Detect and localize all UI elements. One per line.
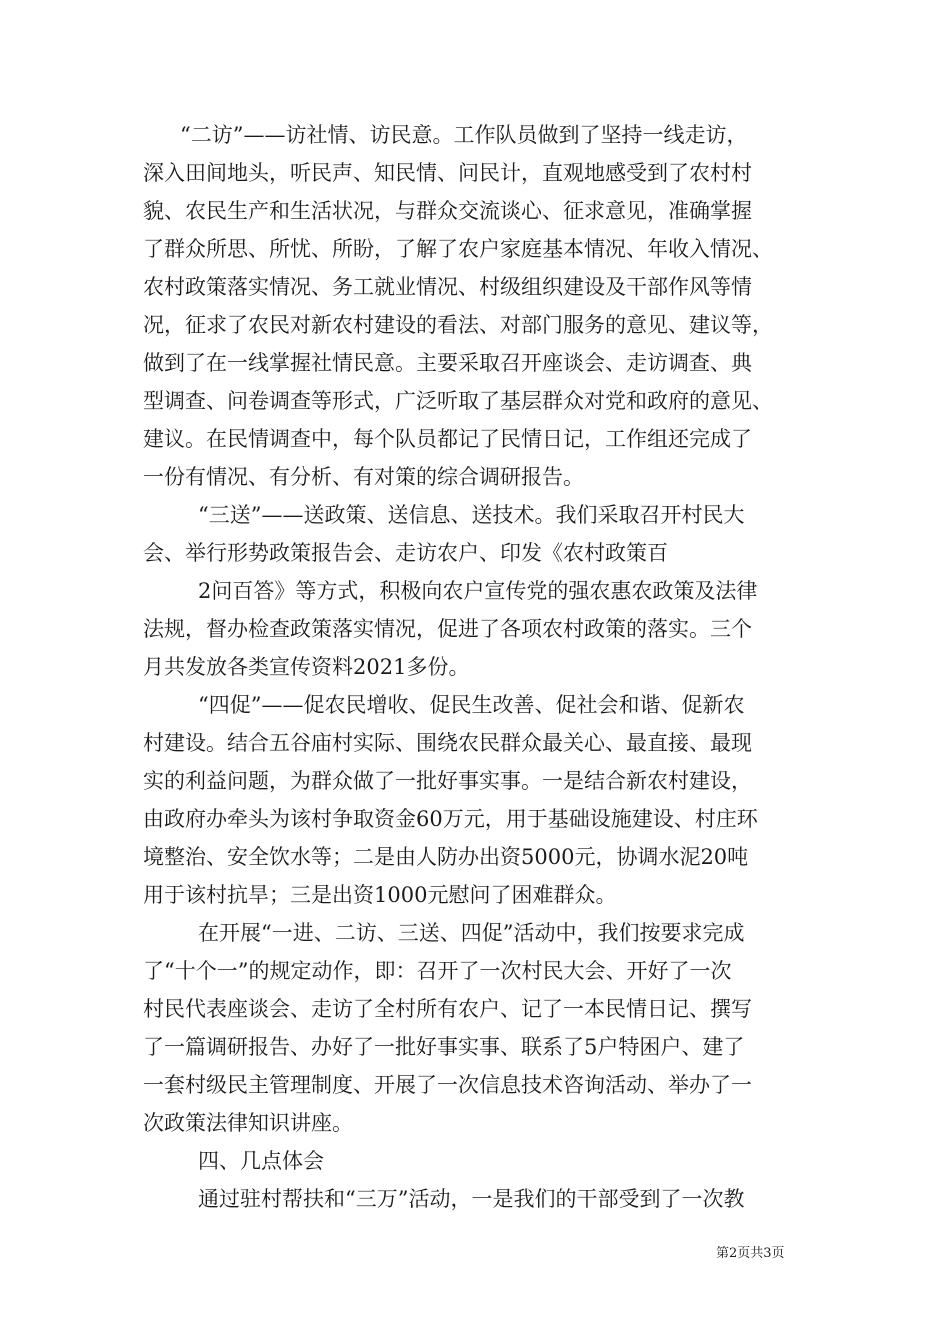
text-line: 2问百答》等方式，积极向农户宣传党的强农惠农政策及法律: [198, 579, 758, 603]
text-line: 建议。在民情调查中，每个队员都记了民情日记，工作组还完成了: [143, 427, 752, 451]
text-line: “三送”——送政策、送信息、送技术。我们采取召开村民大: [198, 503, 745, 527]
text-line: 农村政策落实情况、务工就业情况、村级组织建设及干部作风等情: [143, 275, 752, 299]
text-line: 在开展“一进、二访、三送、四促”活动中，我们按要求完成: [198, 921, 745, 945]
text-line: 村建设。结合五谷庙村实际、围绕农民群众最关心、最直接、最现: [143, 731, 752, 755]
text-line: 会、举行形势政策报告会、走访农户、印发《农村政策百: [143, 541, 668, 565]
text-line: “四促”——促农民增收、促民生改善、促社会和谐、促新农: [198, 693, 745, 717]
text-line: 深入田间地头，听民声、知民情、问民计，直观地感受到了农村村: [143, 161, 752, 185]
text-line: 用于该村抗旱；三是出资1000元慰问了困难群众。: [143, 883, 617, 907]
text-line: 法规，督办检查政策落实情况，促进了各项农村政策的落实。三个: [143, 617, 752, 641]
text-line: 次政策法律知识讲座。: [143, 1111, 353, 1135]
text-line: 做到了在一线掌握社情民意。主要采取召开座谈会、走访调查、典: [143, 351, 752, 375]
text-line: 通过驻村帮扶和“三万”活动，一是我们的干部受到了一次教: [198, 1187, 745, 1211]
text-line: 一份有情况、有分析、有对策的综合调研报告。: [143, 465, 584, 489]
text-line: 貌、农民生产和生活状况，与群众交流谈心、征求意见，准确掌握: [143, 199, 752, 223]
text-line: 了一篇调研报告、办好了一批好事实事、联系了5户特困户、建了: [143, 1035, 745, 1059]
text-line: 村民代表座谈会、走访了全村所有农户、记了一本民情日记、撰写: [143, 997, 752, 1021]
text-line: 一套村级民主管理制度、开展了一次信息技术咨询活动、举办了一: [143, 1073, 752, 1097]
page-number: 第2页共3页: [716, 1246, 785, 1261]
text-line: 型调查、问卷调查等形式，广泛听取了基层群众对党和政府的意见、: [143, 389, 773, 413]
text-line: “二访”——访社情、访民意。工作队员做到了坚持一线走访，: [180, 123, 748, 147]
text-line: 了“十个一”的规定动作，即：召开了一次村民大会、开好了一次: [143, 959, 732, 983]
text-line: 月共发放各类宣传资料2021多份。: [143, 655, 470, 679]
text-line: 境整治、安全饮水等；二是由人防办出资5000元，协调水泥20吨: [143, 845, 749, 869]
text-line: 由政府办牵头为该村争取资金60万元，用于基础设施建设、村庄环: [143, 807, 758, 831]
text-line: 实的利益问题，为群众做了一批好事实事。一是结合新农村建设，: [143, 769, 752, 793]
text-line: 况，征求了农民对新农村建设的看法、对部门服务的意见、建议等，: [143, 313, 773, 337]
text-line: 了群众所思、所忧、所盼，了解了农户家庭基本情况、年收入情况、: [143, 237, 773, 261]
text-line: 四、几点体会: [198, 1149, 324, 1173]
